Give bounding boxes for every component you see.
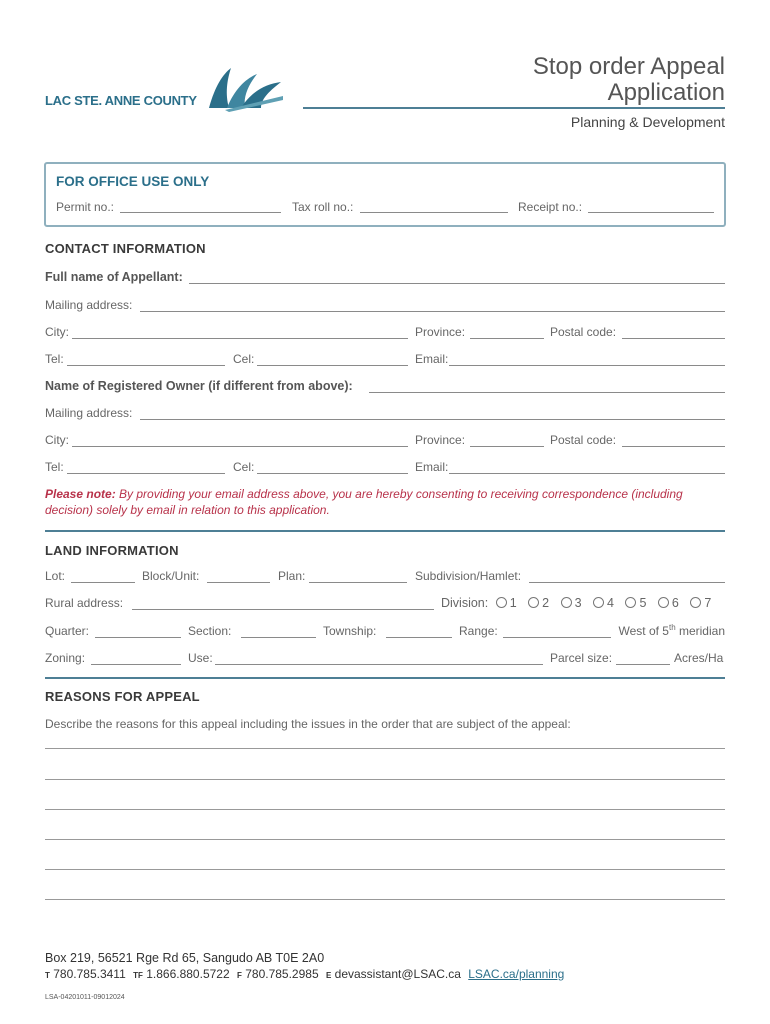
owner-tel-field[interactable]	[67, 459, 225, 474]
tax-roll-label: Tax roll no.:	[292, 200, 354, 214]
org-name: LAC STE. ANNE COUNTY	[45, 93, 197, 108]
owner-mailing-label: Mailing address:	[45, 406, 133, 420]
note-text: By providing your email address above, you are hereby consenting to receiving correspondence (including decision) solely by email in relation to this application.	[45, 487, 683, 517]
plan-label: Plan:	[278, 569, 306, 583]
permit-number-field[interactable]	[120, 198, 281, 213]
zoning-field[interactable]	[91, 650, 181, 665]
division-6-label: 6	[671, 596, 679, 610]
email-consent-note	[45, 486, 725, 518]
meridian-sup: th	[668, 623, 676, 632]
title-line-2: Application	[607, 79, 725, 106]
toll-free-letter: TF	[133, 971, 143, 980]
owner-tel-label: Tel:	[45, 460, 64, 474]
division-4-radio[interactable]	[593, 597, 604, 608]
province-label: Province:	[415, 325, 466, 339]
range-field[interactable]	[503, 623, 611, 638]
form-code: LSA-04201011-09012024	[45, 994, 125, 1001]
use-field[interactable]	[215, 650, 543, 665]
lot-row	[45, 567, 725, 583]
reasons-line	[45, 899, 725, 900]
reasons-heading: REASONS FOR APPEAL	[45, 689, 200, 704]
division-5-radio[interactable]	[625, 597, 636, 608]
section-field[interactable]	[241, 623, 316, 638]
division-2-label: 2	[542, 596, 550, 610]
meridian-label	[619, 623, 726, 638]
quarter-label: Quarter:	[45, 624, 90, 638]
range-label: Range:	[459, 624, 498, 638]
tax-roll-field[interactable]	[360, 198, 508, 213]
zoning-label: Zoning:	[45, 651, 86, 665]
toll-free-number: 1.866.880.5722	[146, 967, 230, 981]
division-7-radio[interactable]	[690, 597, 701, 608]
email-field[interactable]	[449, 351, 725, 366]
reasons-line	[45, 809, 725, 810]
mailing-row-2	[45, 404, 725, 420]
division-7-label: 7	[704, 596, 712, 610]
footer-contacts	[45, 967, 564, 981]
city-row-1	[45, 323, 725, 339]
division-5-label: 5	[639, 596, 647, 610]
division-6-radio[interactable]	[658, 597, 669, 608]
owner-cel-field[interactable]	[257, 459, 408, 474]
city-label: City:	[45, 325, 69, 339]
header-rule	[303, 107, 725, 109]
division-3-radio[interactable]	[561, 597, 572, 608]
postal-label: Postal code:	[550, 325, 617, 339]
subdivision-hamlet-field[interactable]	[529, 568, 725, 583]
owner-cel-label: Cel:	[233, 460, 255, 474]
meridian-suffix: meridian	[675, 624, 725, 638]
owner-postal-code-field[interactable]	[622, 432, 725, 447]
province-field[interactable]	[470, 324, 544, 339]
zoning-row	[45, 649, 725, 665]
plan-field[interactable]	[309, 568, 407, 583]
appellant-label: Full name of Appellant:	[45, 270, 183, 284]
reasons-section-rule	[45, 677, 725, 679]
city-field[interactable]	[72, 324, 408, 339]
header-title	[533, 54, 725, 106]
reasons-line	[45, 748, 725, 749]
parcel-size-field[interactable]	[616, 650, 670, 665]
mailing-row-1	[45, 296, 725, 312]
owner-label: Name of Registered Owner (if different from above):	[45, 379, 353, 393]
office-use-heading: FOR OFFICE USE ONLY	[56, 174, 210, 189]
reasons-line	[45, 779, 725, 780]
section-label: Section:	[188, 624, 232, 638]
appellant-row	[45, 268, 725, 284]
land-section-rule	[45, 530, 725, 532]
county-logo-mark-icon	[205, 66, 287, 114]
logo	[45, 66, 285, 114]
block-unit-field[interactable]	[207, 568, 270, 583]
mailing-address-field[interactable]	[140, 297, 725, 312]
footer-email: devassistant@LSAC.ca	[334, 967, 461, 981]
fax-number: 780.785.2985	[245, 967, 319, 981]
receipt-label: Receipt no.:	[518, 200, 583, 214]
land-heading: LAND INFORMATION	[45, 543, 179, 558]
legal-row	[45, 622, 725, 638]
owner-row	[45, 377, 725, 393]
rural-address-label: Rural address:	[45, 596, 124, 610]
email-label: Email:	[415, 352, 449, 366]
phone-letter: T	[45, 971, 50, 980]
rural-address-field[interactable]	[132, 595, 434, 610]
cel-field[interactable]	[257, 351, 408, 366]
reasons-textarea[interactable]	[45, 735, 725, 905]
note-bold-label: Please note:	[45, 487, 116, 501]
reasons-instructions: Describe the reasons for this appeal including the issues in the order that are subject of the appeal:	[45, 717, 571, 731]
footer-address: Box 219, 56521 Rge Rd 65, Sangudo AB T0E 2A0	[45, 951, 325, 965]
reasons-line	[45, 839, 725, 840]
owner-province-field[interactable]	[470, 432, 544, 447]
parcel-size-label: Parcel size:	[550, 651, 613, 665]
phone-row-2	[45, 458, 725, 474]
division-1-radio[interactable]	[496, 597, 507, 608]
email-letter: E	[325, 971, 332, 980]
tel-label: Tel:	[45, 352, 64, 366]
phone-number: 780.785.3411	[53, 967, 126, 981]
mailing-label: Mailing address:	[45, 298, 133, 312]
block-label: Block/Unit:	[142, 569, 200, 583]
owner-mailing-address-field[interactable]	[140, 405, 725, 420]
owner-city-label: City:	[45, 433, 69, 447]
owner-province-label: Province:	[415, 433, 466, 447]
permit-label: Permit no.:	[56, 200, 115, 214]
lot-label: Lot:	[45, 569, 66, 583]
phone-row-1	[45, 350, 725, 366]
tel-field[interactable]	[67, 351, 225, 366]
website-link[interactable]: LSAC.ca/planning	[468, 967, 565, 981]
rural-row	[45, 594, 725, 610]
owner-name-field[interactable]	[369, 378, 725, 393]
contact-heading: CONTACT INFORMATION	[45, 241, 206, 256]
township-label: Township:	[323, 624, 377, 638]
owner-email-label: Email:	[415, 460, 449, 474]
city-row-2	[45, 431, 725, 447]
owner-postal-label: Postal code:	[550, 433, 617, 447]
office-use-box	[44, 162, 726, 227]
postal-code-field[interactable]	[622, 324, 725, 339]
use-label: Use:	[188, 651, 213, 665]
division-group	[441, 596, 711, 610]
quarter-field[interactable]	[95, 623, 181, 638]
meridian-prefix: West of 5	[618, 624, 669, 638]
division-3-label: 3	[574, 596, 582, 610]
division-label: Division:	[441, 596, 489, 610]
fax-letter: F	[236, 971, 242, 980]
receipt-number-field[interactable]	[588, 198, 714, 213]
cel-label: Cel:	[233, 352, 255, 366]
title-line-1: Stop order Appeal	[532, 53, 725, 80]
division-2-radio[interactable]	[528, 597, 539, 608]
township-field[interactable]	[386, 623, 452, 638]
owner-city-field[interactable]	[72, 432, 408, 447]
appellant-name-field[interactable]	[189, 269, 725, 284]
parcel-unit-label: Acres/Ha	[674, 651, 724, 665]
reasons-line	[45, 869, 725, 870]
subdivision-label: Subdivision/Hamlet:	[415, 569, 522, 583]
lot-field[interactable]	[71, 568, 135, 583]
division-1-label: 1	[509, 596, 517, 610]
department: Planning & Development	[570, 114, 725, 130]
owner-email-field[interactable]	[449, 459, 725, 474]
division-4-label: 4	[607, 596, 614, 610]
